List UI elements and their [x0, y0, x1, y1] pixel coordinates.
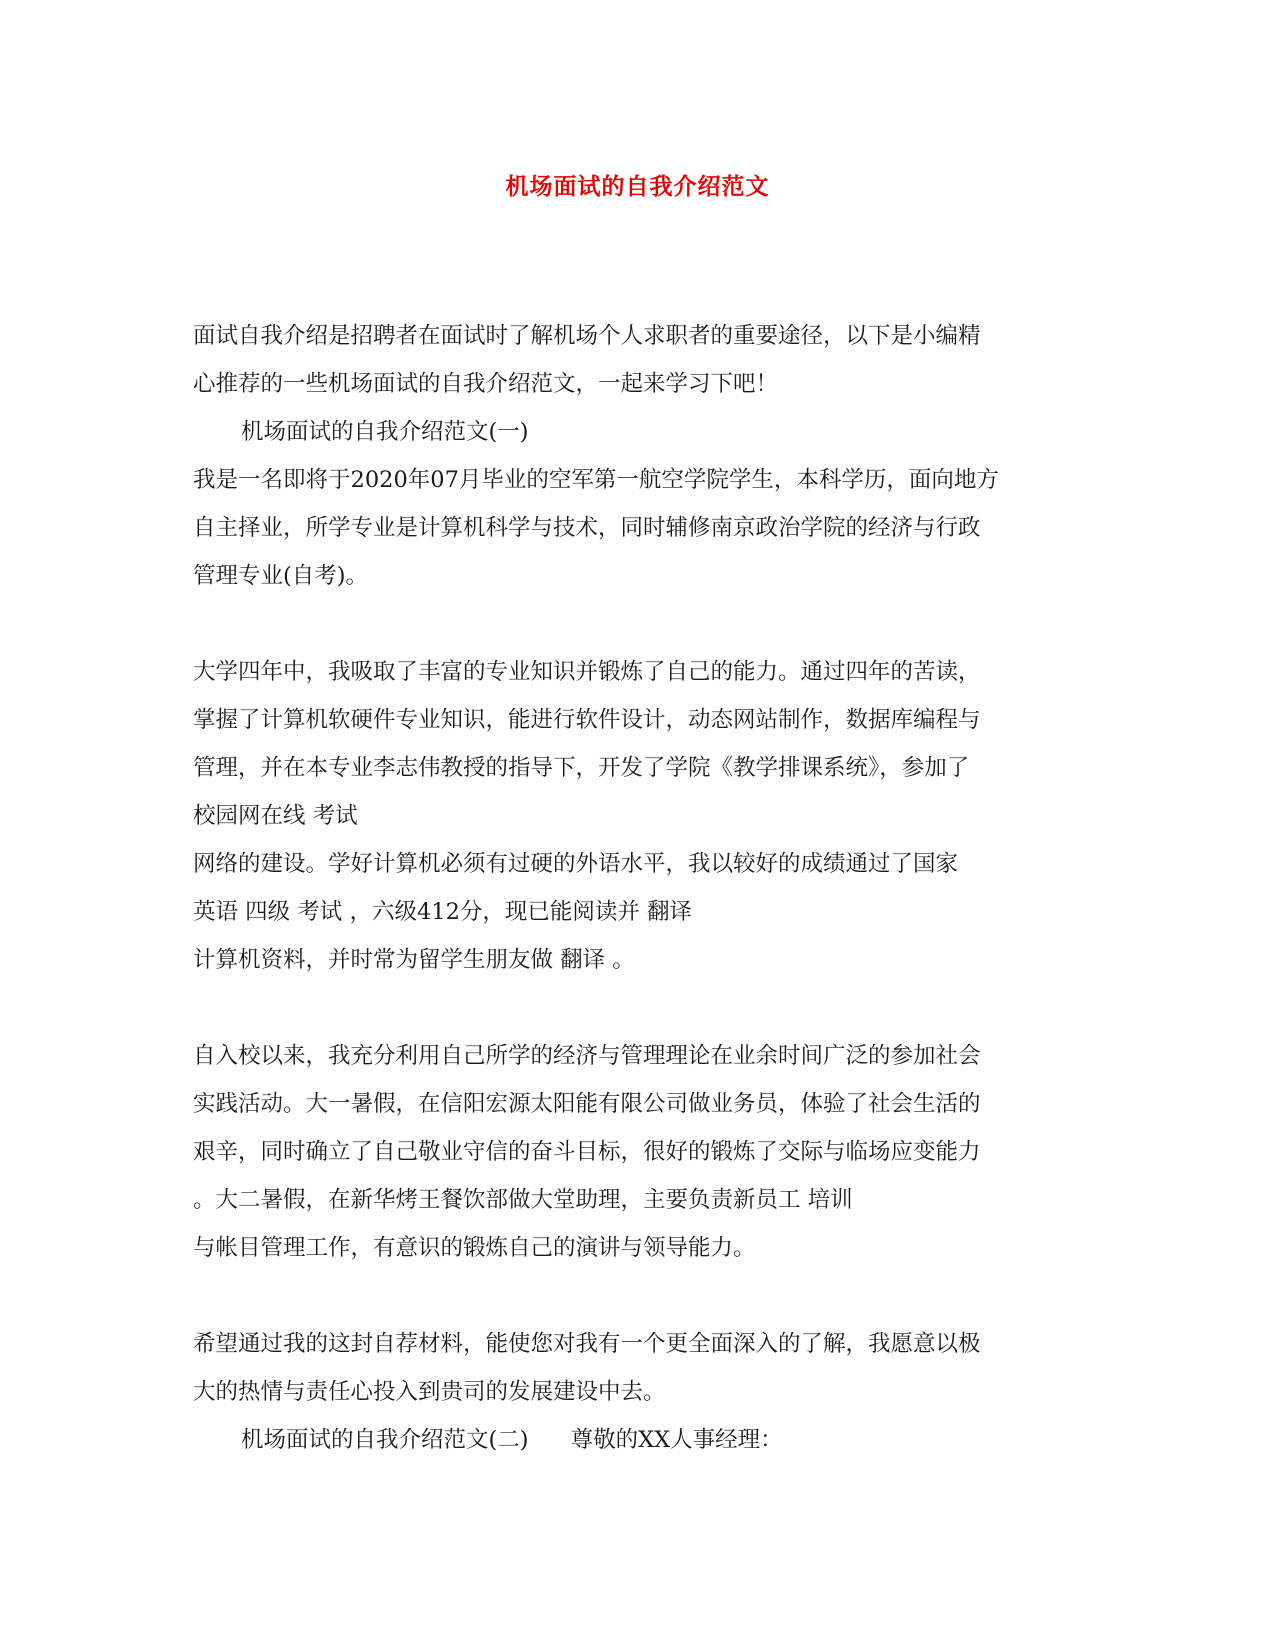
paragraph-line: 计算机资料，并时常为留学生朋友做 翻译 。: [193, 947, 635, 973]
document-title: 机场面试的自我介绍范文: [505, 174, 770, 200]
paragraph-line: 艰辛，同时确立了自己敬业守信的奋斗目标，很好的锻炼了交际与临场应变能力: [193, 1139, 981, 1165]
paragraph-line: 管理专业(自考)。: [193, 563, 369, 589]
paragraph-line: 我是一名即将于2020年07月毕业的空军第一航空学院学生，本科学历，面向地方: [193, 467, 999, 493]
paragraph-line: 校园网在线 考试: [193, 803, 358, 829]
paragraph-line: 实践活动。大一暑假，在信阳宏源太阳能有限公司做业务员，体验了社会生活的: [193, 1091, 981, 1117]
paragraph-line: 面试自我介绍是招聘者在面试时了解机场个人求职者的重要途径，以下是小编精: [193, 323, 981, 349]
section-heading: 机场面试的自我介绍范文(一): [241, 419, 529, 445]
paragraph-line: 大学四年中，我吸取了丰富的专业知识并锻炼了自己的能力。通过四年的苦读，: [193, 659, 981, 685]
paragraph-gap: [193, 1272, 1073, 1320]
paragraph-line: 掌握了计算机软硬件专业知识，能进行软件设计，动态网站制作，数据库编程与: [193, 707, 981, 733]
section-heading-line: [193, 1416, 1073, 1464]
paragraph-line: 管理，并在本专业李志伟教授的指导下，开发了学院《教学排课系统》，参加了: [193, 755, 970, 781]
paragraph-line: 心推荐的一些机场面试的自我介绍范文，一起来学习下吧！: [193, 371, 779, 397]
paragraph-line: 希望通过我的这封自荐材料，能使您对我有一个更全面深入的了解，我愿意以极: [193, 1331, 981, 1357]
paragraph-line: 。大二暑假，在新华烤王餐饮部做大堂助理，主要负责新员工 培训: [193, 1187, 853, 1213]
document-body: [193, 312, 1073, 1464]
section-heading: 机场面试的自我介绍范文(二): [241, 1427, 529, 1453]
paragraph-line: 英语 四级 考试 ，六级412分，现已能阅读并 翻译: [193, 899, 693, 925]
paragraph-line: 大的热情与责任心投入到贵司的发展建设中去。: [193, 1379, 666, 1405]
salutation: 尊敬的XX人事经理：: [570, 1427, 783, 1453]
paragraph-line: 网络的建设。学好计算机必须有过硬的外语水平，我以较好的成绩通过了国家: [193, 851, 959, 877]
paragraph-line: 自入校以来，我充分利用自己所学的经济与管理理论在业余时间广泛的参加社会: [193, 1043, 981, 1069]
paragraph-line: 与帐目管理工作，有意识的锻炼自己的演讲与领导能力。: [193, 1235, 756, 1261]
paragraph-gap: [193, 600, 1073, 648]
paragraph-gap: [193, 984, 1073, 1032]
paragraph-line: 自主择业，所学专业是计算机科学与技术，同时辅修南京政治学院的经济与行政: [193, 515, 981, 541]
